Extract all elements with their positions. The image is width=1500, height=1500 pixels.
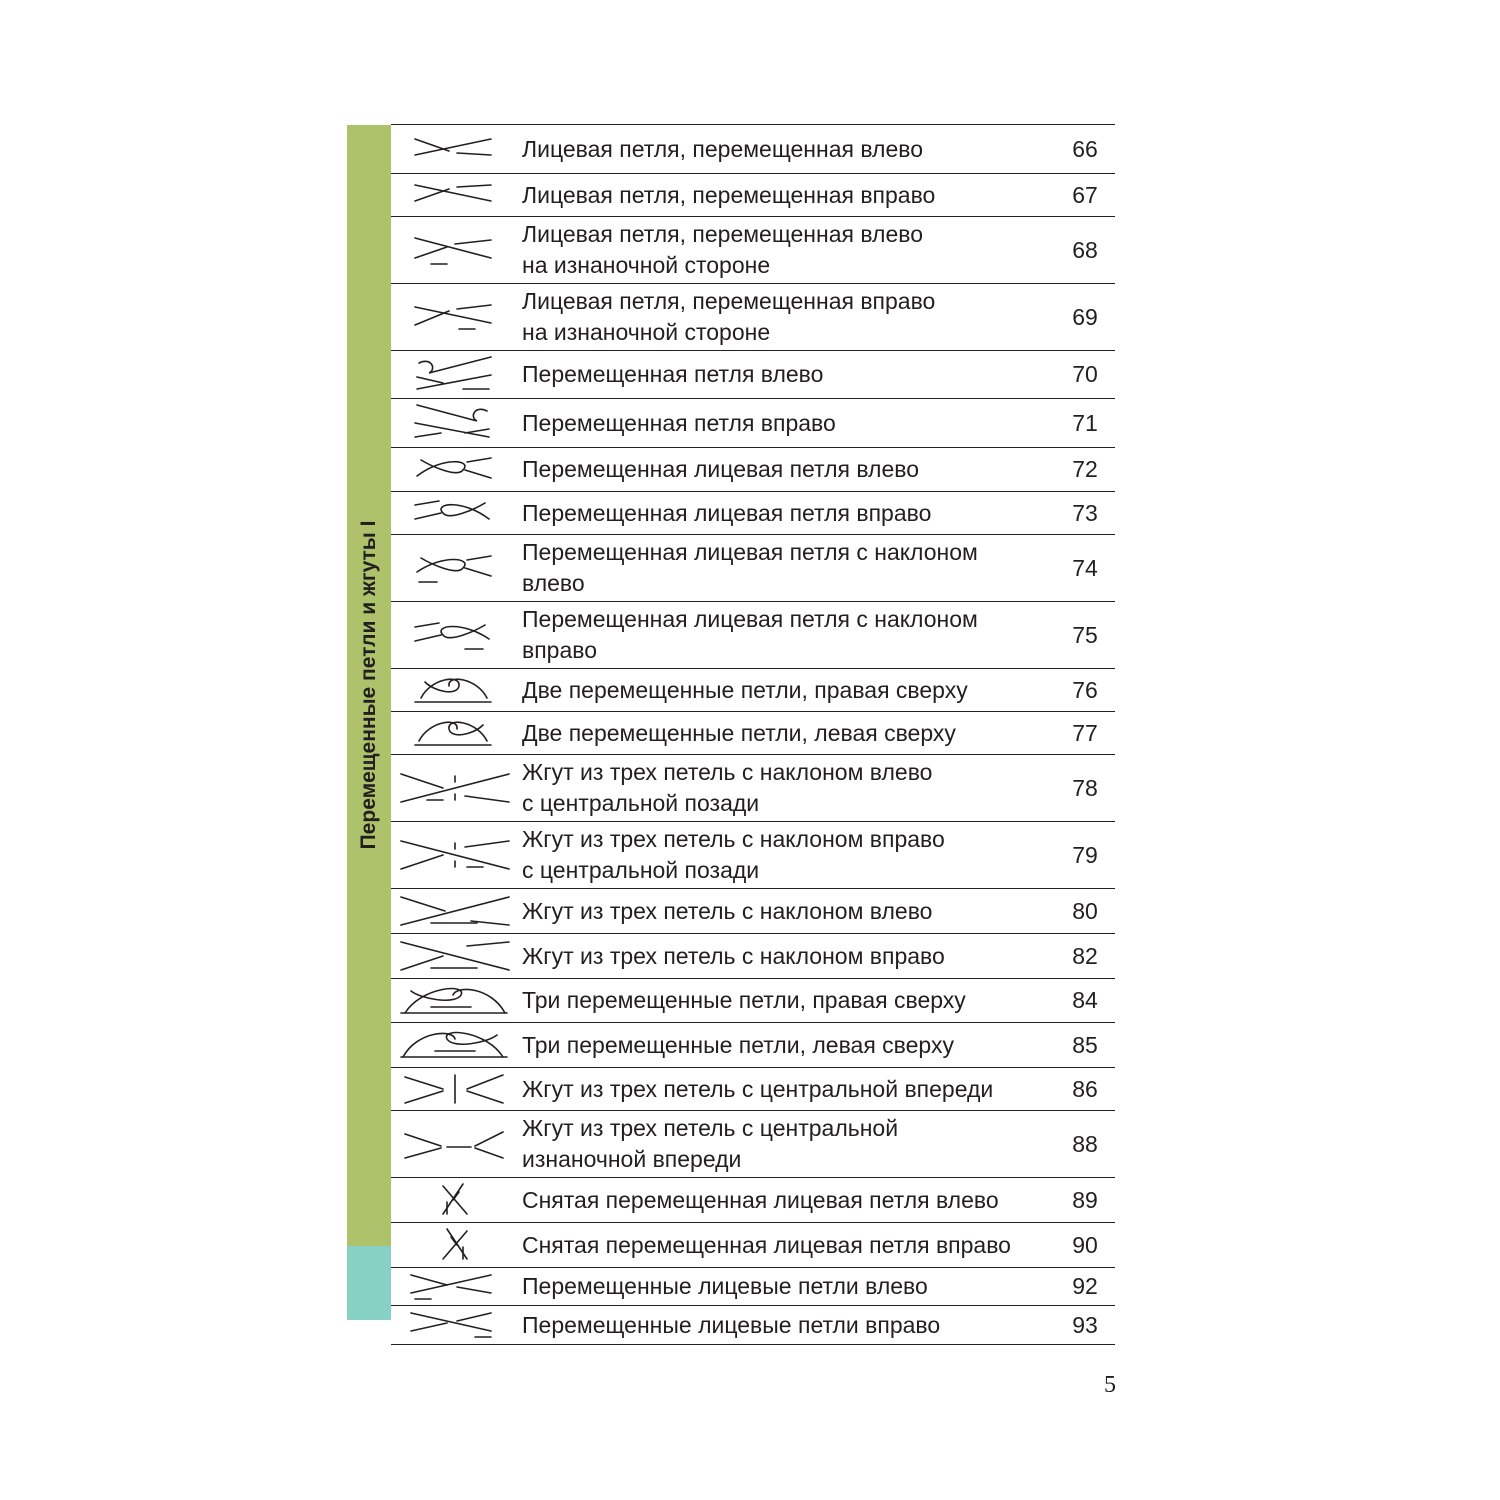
toc-entry-title — [519, 1113, 1055, 1175]
toc-entry-title-line: на изнаночной стороне — [522, 252, 771, 278]
toc-entry-page: 66 — [1072, 135, 1098, 162]
toc-row — [391, 535, 1115, 602]
toc-entry-title — [519, 675, 1055, 706]
cable-3-center-purl-front-symbol-icon — [391, 1111, 519, 1177]
three-twisted-left-over-symbol-icon — [391, 1023, 519, 1067]
section-tab-teal — [347, 1246, 391, 1320]
toc-row — [391, 889, 1115, 934]
toc-entry-page: 84 — [1072, 987, 1098, 1013]
twisted-cross-left-symbol-icon — [391, 351, 519, 398]
toc-entry-title — [519, 498, 1055, 529]
toc-row — [391, 1268, 1115, 1306]
toc-entry-title — [519, 1230, 1055, 1261]
toc-entry-page: 90 — [1072, 1231, 1098, 1258]
toc-entry-page: 80 — [1072, 897, 1098, 924]
toc-row — [391, 448, 1115, 492]
toc-entry-title — [519, 985, 1055, 1016]
toc-entry-title-line: Жгут из трех петель с центральной — [522, 1115, 899, 1141]
twisted-cross-right-symbol-icon — [391, 399, 519, 447]
toc-entry-title — [519, 1030, 1055, 1061]
toc-entry-title — [519, 718, 1055, 749]
toc-entry-title-line: Три перемещенные петли, левая сверху — [522, 1031, 954, 1058]
toc-row — [391, 1068, 1115, 1111]
toc-entry-page: 70 — [1072, 361, 1098, 387]
toc-entry-title — [519, 824, 1055, 886]
toc-entry-title-line: Перемещенные лицевые петли вправо — [522, 1311, 941, 1338]
two-twisted-right-over-symbol-icon — [391, 669, 519, 711]
toc-row — [391, 174, 1115, 217]
twisted-knit-slant-left-symbol-icon — [391, 535, 519, 601]
toc-entry-page: 74 — [1072, 554, 1098, 581]
knit-cross-left-symbol-icon — [391, 125, 519, 173]
toc-entry-title — [519, 757, 1055, 819]
twisted-knit-left-symbol-icon — [391, 448, 519, 491]
toc-row — [391, 979, 1115, 1023]
toc-entry-page: 89 — [1072, 1186, 1098, 1213]
toc-entry-title — [519, 219, 1055, 281]
cable-3-center-front-symbol-icon — [391, 1068, 519, 1110]
toc-entry-title — [519, 454, 1055, 485]
toc-row — [391, 217, 1115, 284]
toc-entry-title — [519, 134, 1055, 165]
toc-row — [391, 284, 1115, 351]
cable-3-left-symbol-icon — [391, 889, 519, 933]
toc-row — [391, 822, 1115, 889]
toc-row — [391, 1306, 1115, 1345]
cable-3-right-center-back-symbol-icon — [391, 822, 519, 888]
three-twisted-right-over-symbol-icon — [391, 979, 519, 1022]
toc-entry-title — [519, 359, 1055, 390]
page-number: 5 — [1104, 1372, 1116, 1398]
toc-entry-page: 88 — [1072, 1130, 1098, 1157]
section-title: Перемещенные петли и жгуты I — [357, 520, 380, 850]
toc-entry-title-line: Перемещенная лицевая петля с наклоном — [522, 539, 978, 565]
toc-row — [391, 1111, 1115, 1178]
toc-row — [391, 351, 1115, 399]
toc-row — [391, 492, 1115, 535]
knit-stitches-cross-right-symbol-icon — [391, 1306, 519, 1344]
toc-entry-title — [519, 286, 1055, 348]
toc-entry-page: 72 — [1072, 456, 1098, 482]
toc-entry-title-line: Лицевая петля, перемещенная вправо — [522, 288, 936, 314]
toc-entry-title — [519, 180, 1055, 211]
toc-entry-title — [519, 896, 1055, 927]
slipped-cross-left-symbol-icon — [391, 1178, 519, 1222]
toc-entry-title-line: Жгут из трех петель с наклоном вправо — [522, 826, 945, 852]
toc-entry-page: 85 — [1072, 1031, 1098, 1058]
toc-entry-title-line: Перемещенная петля влево — [522, 361, 824, 387]
toc-row — [391, 755, 1115, 822]
toc-row — [391, 669, 1115, 712]
toc-entry-page: 71 — [1072, 409, 1098, 436]
toc-row — [391, 399, 1115, 448]
toc-entry-page: 78 — [1072, 774, 1098, 801]
toc-row — [391, 1223, 1115, 1268]
toc-entry-page: 75 — [1072, 621, 1098, 648]
toc-entry-page: 82 — [1072, 942, 1098, 969]
knit-cross-right-purl-symbol-icon — [391, 284, 519, 350]
toc-row — [391, 934, 1115, 979]
toc-entry-title-line: Лицевая петля, перемещенная влево — [522, 221, 923, 247]
toc-entry-title-line: Лицевая петля, перемещенная влево — [522, 135, 923, 162]
toc-entry-title-line: Снятая перемещенная лицевая петля влево — [522, 1186, 999, 1213]
toc-row — [391, 1178, 1115, 1223]
toc-entry-title-line: Две перемещенные петли, левая сверху — [522, 719, 956, 746]
toc-entry-title-line: Жгут из трех петель с центральной впереди — [522, 1075, 994, 1102]
toc-entry-title — [519, 1185, 1055, 1216]
toc-entry-title — [519, 1074, 1055, 1105]
toc-table — [391, 124, 1115, 1345]
knit-stitches-cross-left-symbol-icon — [391, 1268, 519, 1305]
slipped-cross-right-symbol-icon — [391, 1223, 519, 1267]
cable-3-right-symbol-icon — [391, 934, 519, 978]
knit-cross-left-purl-symbol-icon — [391, 217, 519, 283]
toc-entry-title-line: Три перемещенные петли, правая сверху — [522, 987, 966, 1013]
toc-entry-title-line: Перемещенная лицевая петля вправо — [522, 499, 932, 526]
toc-entry-title-line: влево — [522, 570, 585, 596]
toc-entry-title — [519, 1271, 1055, 1302]
toc-entry-title-line: Жгут из трех петель с наклоном влево — [522, 897, 933, 924]
toc-entry-title — [519, 941, 1055, 972]
toc-entry-page: 92 — [1072, 1273, 1098, 1299]
cable-3-left-center-back-symbol-icon — [391, 755, 519, 821]
toc-entry-title-line: Перемещенные лицевые петли влево — [522, 1273, 928, 1299]
toc-entry-title — [519, 604, 1055, 666]
toc-entry-title-line: Перемещенная петля вправо — [522, 409, 836, 436]
knit-cross-right-symbol-icon — [391, 174, 519, 216]
toc-entry-title-line: с центральной позади — [522, 857, 760, 883]
toc-entry-page: 73 — [1072, 499, 1098, 526]
toc-entry-title-line: Жгут из трех петель с наклоном влево — [522, 759, 933, 785]
twisted-knit-right-symbol-icon — [391, 492, 519, 534]
toc-row — [391, 125, 1115, 174]
toc-entry-title-line: Перемещенная лицевая петля влево — [522, 456, 920, 482]
toc-entry-page: 69 — [1072, 303, 1098, 330]
toc-entry-title-line: Две перемещенные петли, правая сверху — [522, 676, 968, 703]
toc-entry-page: 79 — [1072, 841, 1098, 868]
toc-row — [391, 712, 1115, 755]
toc-entry-title-line: с центральной позади — [522, 790, 760, 816]
toc-entry-title — [519, 537, 1055, 599]
toc-entry-page: 68 — [1072, 236, 1098, 263]
toc-entry-page: 86 — [1072, 1075, 1098, 1102]
toc-entry-page: 67 — [1072, 181, 1098, 208]
toc-row — [391, 1023, 1115, 1068]
toc-entry-page: 93 — [1072, 1311, 1098, 1338]
toc-entry-title-line: вправо — [522, 637, 598, 663]
toc-entry-page: 76 — [1072, 676, 1098, 703]
toc-entry-title — [519, 1310, 1055, 1341]
toc-entry-title — [519, 408, 1055, 439]
toc-entry-title-line: Лицевая петля, перемещенная вправо — [522, 181, 936, 208]
toc-entry-page: 77 — [1072, 719, 1098, 746]
toc-row — [391, 602, 1115, 669]
toc-entry-title-line: Снятая перемещенная лицевая петля вправо — [522, 1231, 1011, 1258]
toc-entry-title-line: Жгут из трех петель с наклоном вправо — [522, 942, 945, 969]
twisted-knit-slant-right-symbol-icon — [391, 602, 519, 668]
toc-entry-title-line: изнаночной впереди — [522, 1146, 742, 1172]
toc-entry-title-line: Перемещенная лицевая петля с наклоном — [522, 606, 978, 632]
two-twisted-left-over-symbol-icon — [391, 712, 519, 754]
toc-entry-title-line: на изнаночной стороне — [522, 319, 771, 345]
